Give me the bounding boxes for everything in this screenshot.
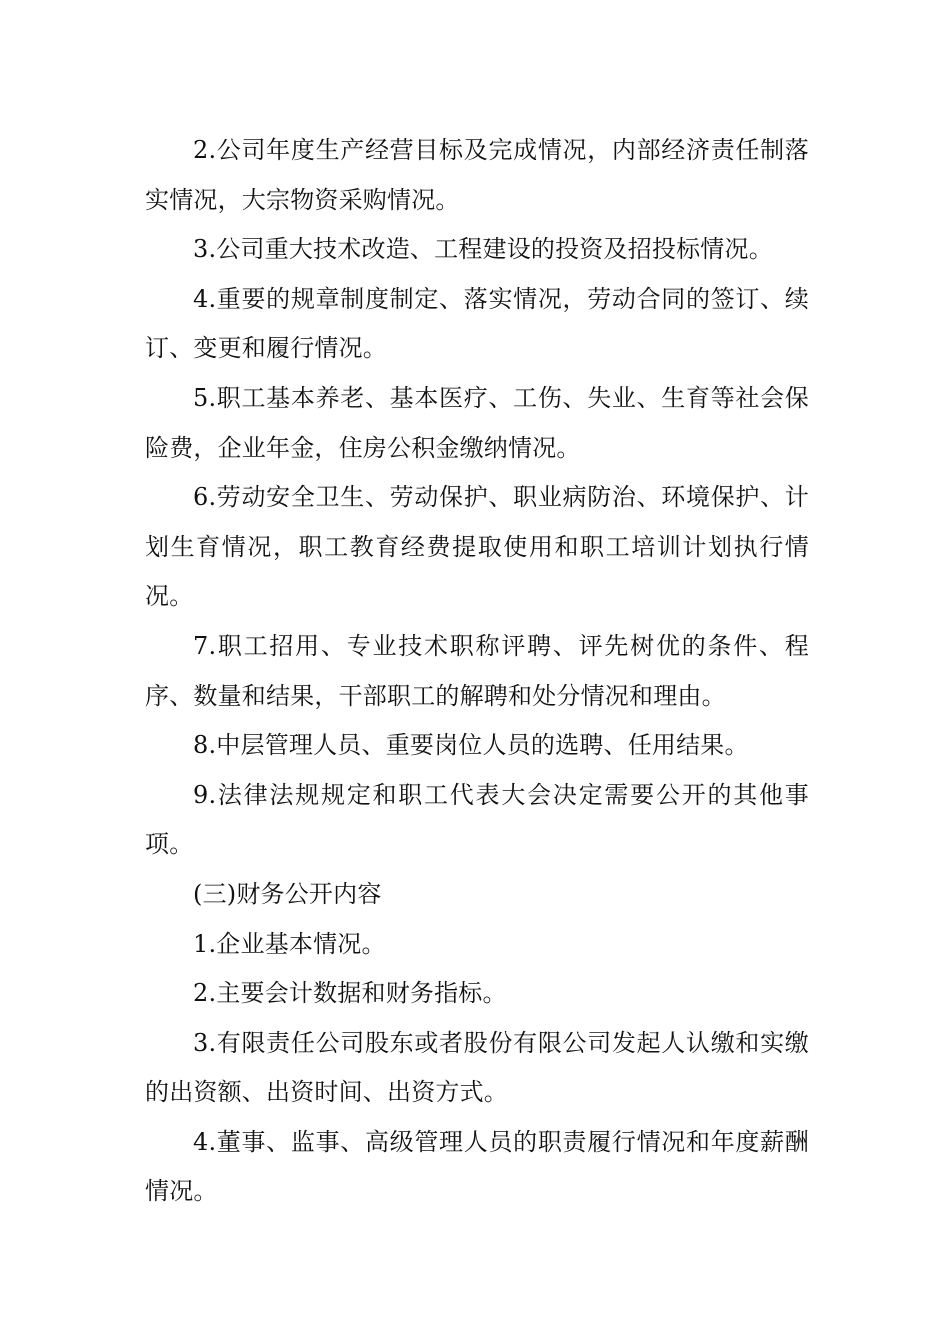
paragraph-item-5: 5.职工基本养老、基本医疗、工伤、失业、生育等社会保险费，企业年金，住房公积金缴纳情况。 — [145, 383, 809, 462]
paragraph-item-7: 7.职工招用、专业技术职称评聘、评先树优的条件、程序、数量和结果，干部职工的解聘和处分情况和理由。 — [145, 631, 809, 710]
finance-item-2: 2.主要会计数据和财务指标。 — [193, 979, 507, 1008]
section-heading-finance: (三)财务公开内容 — [193, 879, 382, 908]
paragraph-item-8: 8.中层管理人员、重要岗位人员的选聘、任用结果。 — [193, 731, 749, 760]
document-body — [145, 126, 809, 1217]
finance-item-3: 3.有限责任公司股东或者股份有限公司发起人认缴和实缴的出资额、出资时间、出资方式。 — [145, 1028, 809, 1107]
paragraph-item-3: 3.公司重大技术改造、工程建设的投资及招投标情况。 — [193, 235, 773, 264]
finance-item-1: 1.企业基本情况。 — [193, 929, 386, 958]
paragraph-item-4: 4.重要的规章制度制定、落实情况，劳动合同的签订、续订、变更和履行情况。 — [145, 284, 809, 363]
finance-item-4: 4.董事、监事、高级管理人员的职责履行情况和年度薪酬情况。 — [145, 1127, 809, 1206]
paragraph-item-6: 6.劳动安全卫生、劳动保护、职业病防治、环境保护、计划生育情况，职工教育经费提取使用和职工培训计划执行情况。 — [145, 483, 809, 611]
paragraph-item-2: 2.公司年度生产经营目标及完成情况，内部经济责任制落实情况，大宗物资采购情况。 — [145, 136, 809, 214]
paragraph-item-9: 9.法律法规规定和职工代表大会决定需要公开的其他事项。 — [145, 780, 809, 859]
